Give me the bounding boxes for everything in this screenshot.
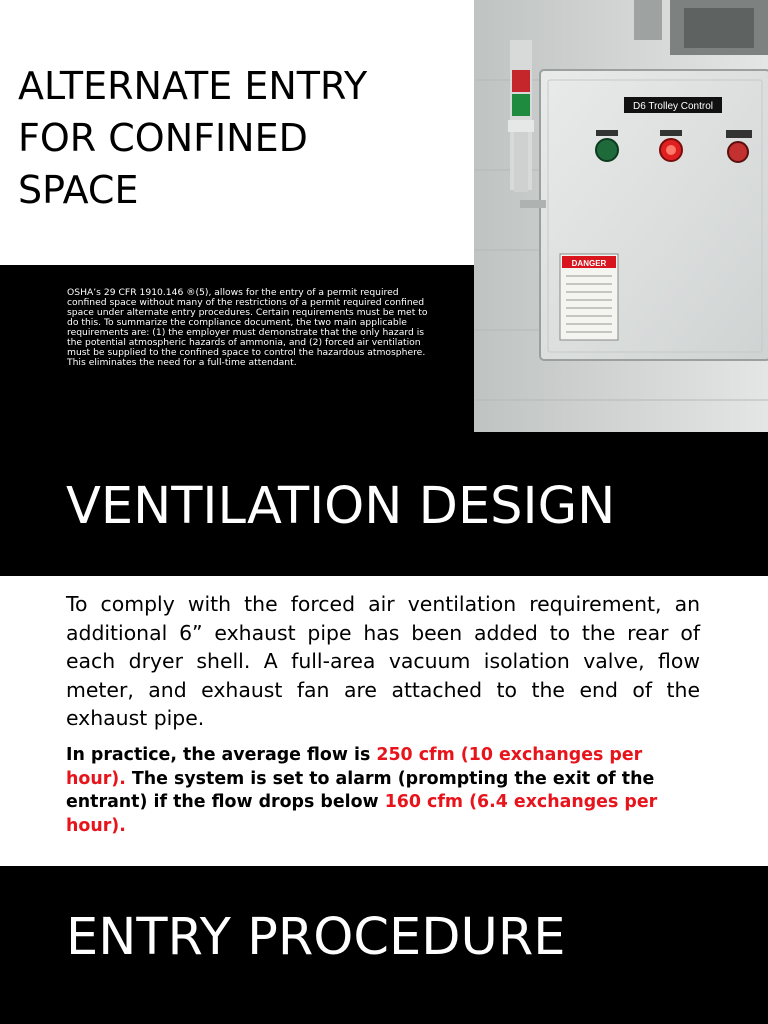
entry-heading: ENTRY PROCEDURE bbox=[66, 908, 566, 967]
danger-label: DANGER bbox=[571, 259, 607, 268]
flow-summary bbox=[66, 744, 706, 838]
panel-label: D6 Trolley Control bbox=[632, 101, 714, 112]
page-title: ALTERNATE ENTRY FOR CONFINED SPACE bbox=[18, 64, 368, 212]
intro-text: OSHA’s 29 CFR 1910.146 ®(5), allows for the entry of a permit required confined space without many of the restrictions of a permit required confined space under alternate entry procedures. Certain requirements must be met to do this. To summarize the compliance document, the two main applicable requirements are: (1) the employer must demonstrate that the only hazard is the potential atmospheric hazards of ammonia, and (2) forced air ventilation must be supplied to the confined space to control the hazardous atmosphere. This eliminates the need for a full-time attendant. bbox=[67, 287, 428, 368]
flow-text-2: The system is set to alarm (prompting the exit of the entrant) if the flow drops below bbox=[66, 768, 655, 813]
entry-band bbox=[0, 866, 768, 1024]
flow-alarm-value: 160 cfm (6.4 exchanges per hour). bbox=[66, 792, 658, 836]
intro-block bbox=[0, 265, 474, 432]
control-panel-photo bbox=[474, 0, 768, 432]
flow-text-1: In practice, the average flow is bbox=[66, 745, 377, 765]
flow-average-value: 250 cfm (10 exchanges per hour). bbox=[66, 745, 643, 789]
ventilation-paragraph: To comply with the forced air ventilation requirement, an additional 6” exhaust pipe has been added to the rear of each dryer shell. A full-area vacuum isolation valve, flow meter, and exhaust fan are attached to the end of the exhaust pipe. bbox=[66, 592, 700, 730]
title-block bbox=[0, 0, 474, 265]
ventilation-band bbox=[0, 432, 768, 576]
ventilation-heading: VENTILATION DESIGN bbox=[66, 477, 616, 536]
control-panel-illustration bbox=[474, 0, 768, 432]
